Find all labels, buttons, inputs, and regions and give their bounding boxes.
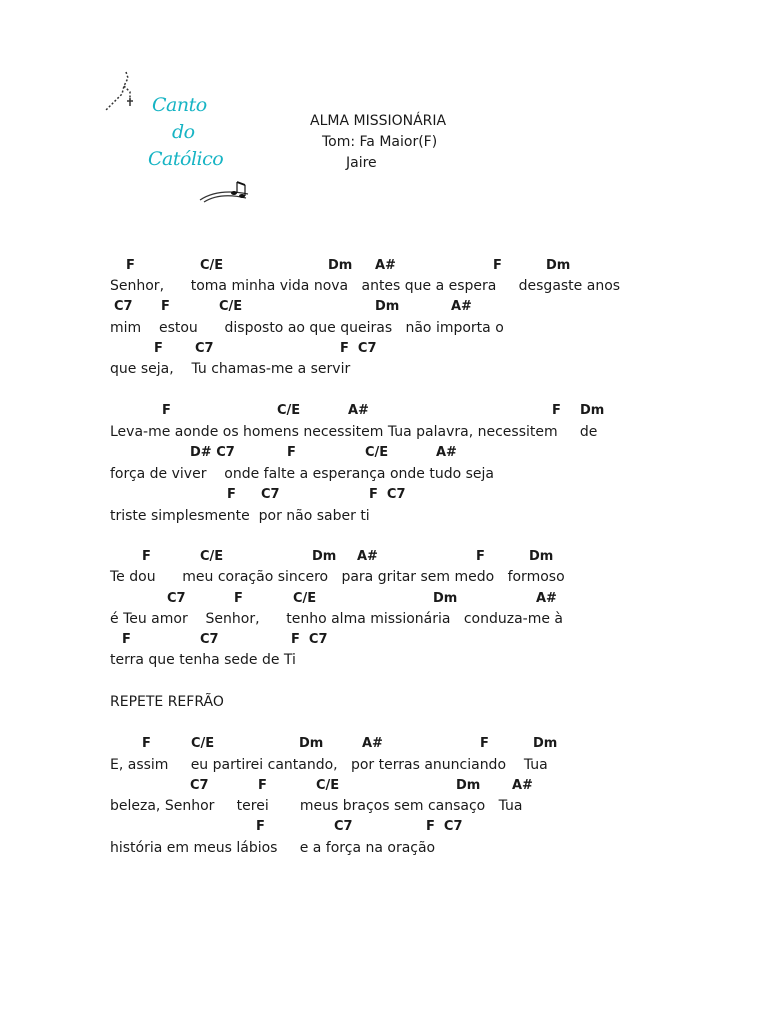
lyric-line: Senhor, toma minha vida nova antes que a espera desgaste anos <box>110 278 621 294</box>
chord: A# <box>512 778 533 793</box>
chord: A# <box>536 591 557 606</box>
chord: F <box>122 632 131 647</box>
chord: F <box>258 778 267 793</box>
lyric-line: é Teu amor Senhor, tenho alma missionária conduza-me à <box>110 611 563 627</box>
chord: F <box>154 341 163 356</box>
lyric-line: triste simplesmente por não saber ti <box>110 508 370 524</box>
chord: C7 <box>114 299 133 314</box>
chord: F <box>480 736 489 751</box>
chord: C/E <box>293 591 317 606</box>
chord: F <box>234 591 243 606</box>
chord: F <box>256 819 265 834</box>
chord: F <box>227 487 236 502</box>
lyric-line: mim estou disposto ao que queiras não importa o <box>110 320 504 336</box>
chord: C7 <box>167 591 186 606</box>
lyric-line: força de viver onde falte a esperança onde tudo seja <box>110 466 494 482</box>
chord: C/E <box>200 258 224 273</box>
song-author: Jaire <box>346 155 377 171</box>
chord: F <box>493 258 502 273</box>
chord: A# <box>375 258 396 273</box>
chord: F <box>142 549 151 564</box>
chord: C7 <box>334 819 353 834</box>
lyric-line: história em meus lábios e a força na oração <box>110 840 436 856</box>
chord: C7 <box>195 341 214 356</box>
chord: F <box>162 403 171 418</box>
chord: Dm <box>580 403 605 418</box>
chord: F <box>552 403 561 418</box>
chord: A# <box>451 299 472 314</box>
chord: Dm <box>533 736 558 751</box>
chord: F <box>161 299 170 314</box>
logo-text-catolico: Católico <box>148 148 224 170</box>
lyric-line: que seja, Tu chamas-me a servir <box>110 361 351 377</box>
chord: F C7 <box>426 819 463 834</box>
chord: A# <box>436 445 457 460</box>
lyric-line: Leva-me aonde os homens necessitem Tua palavra, necessitem de <box>110 424 598 440</box>
chord: C7 <box>261 487 280 502</box>
chord: F <box>142 736 151 751</box>
chord: Dm <box>456 778 481 793</box>
song-title: ALMA MISSIONÁRIA <box>310 113 447 129</box>
chord: Dm <box>312 549 337 564</box>
chord: Dm <box>546 258 571 273</box>
chord: C/E <box>191 736 215 751</box>
chord: C/E <box>219 299 243 314</box>
chord: C7 <box>200 632 219 647</box>
lyric-line: Te dou meu coração sincero para gritar sem medo formoso <box>110 569 565 585</box>
chord: Dm <box>299 736 324 751</box>
chord: A# <box>362 736 383 751</box>
chord: F <box>476 549 485 564</box>
chord: A# <box>348 403 369 418</box>
logo-text-do: do <box>172 121 195 143</box>
chord: C/E <box>365 445 389 460</box>
canto-do-catolico-logo <box>100 66 260 216</box>
lyric-line: terra que tenha sede de Ti <box>110 652 296 668</box>
chord: D# C7 <box>190 445 235 460</box>
chord: A# <box>357 549 378 564</box>
chord: Dm <box>375 299 400 314</box>
chord: F C7 <box>369 487 406 502</box>
chord: F C7 <box>340 341 377 356</box>
lyric-line: E, assim eu partirei cantando, por terras anunciando Tua <box>110 757 548 773</box>
chord: C7 <box>190 778 209 793</box>
song-key: Tom: Fa Maior(F) <box>322 134 438 150</box>
chord: F C7 <box>291 632 328 647</box>
chord: F <box>287 445 296 460</box>
music-notes-icon <box>198 178 258 208</box>
chord: Dm <box>529 549 554 564</box>
chord: C/E <box>200 549 224 564</box>
chord: Dm <box>433 591 458 606</box>
chord: F <box>126 258 135 273</box>
chord: Dm <box>328 258 353 273</box>
logo-text-canto: Canto <box>152 94 207 116</box>
chord: C/E <box>316 778 340 793</box>
chord: C/E <box>277 403 301 418</box>
lyric-line: beleza, Senhor terei meus braços sem cansaço Tua <box>110 798 523 814</box>
repeat-refrain-note: REPETE REFRÃO <box>110 694 224 710</box>
